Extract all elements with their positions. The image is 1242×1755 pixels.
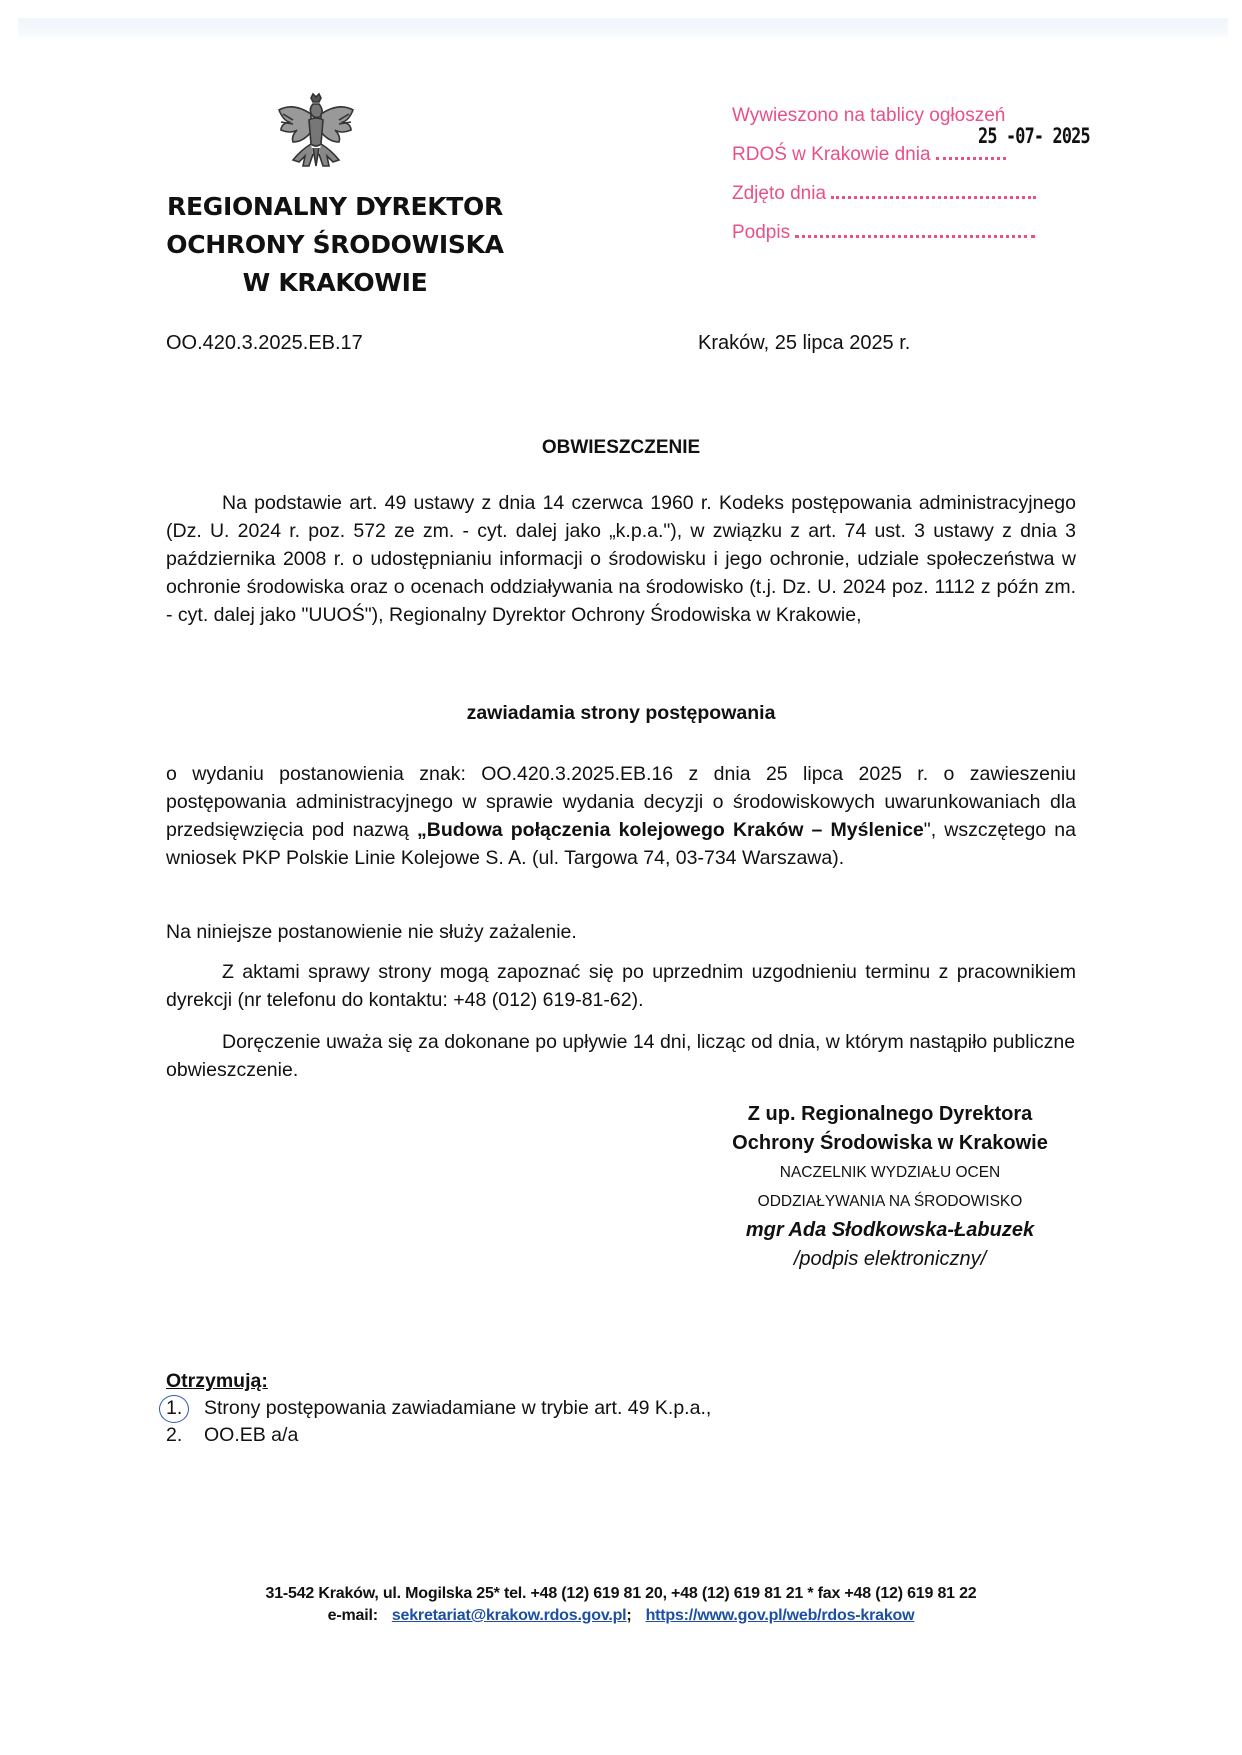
notice-heading: zawiadamia strony postępowania <box>466 702 776 724</box>
stamp-dotted-line <box>795 221 1035 238</box>
footer-contact <box>0 1583 1242 1627</box>
paragraph-decision <box>166 760 1076 872</box>
list-item-text: OO.EB a/a <box>204 1424 299 1446</box>
stamp-line-signature-row <box>732 213 1036 252</box>
list-item-number <box>166 1395 204 1422</box>
stamp-posted-date: 25 -07- 2025 <box>978 124 1090 148</box>
paragraph-legal-basis <box>166 489 1076 629</box>
posting-stamp <box>732 96 1036 252</box>
list-item-text: Strony postępowania zawiadamiane w trybie art. 49 K.p.a., <box>204 1397 712 1419</box>
paragraph-no-appeal <box>166 918 1076 946</box>
reference-number: OO.420.3.2025.EB.17 <box>166 332 363 354</box>
footer-links <box>0 1605 1242 1627</box>
paragraph-text-start: o wydaniu postanowienia znak: OO.420.3.2025.EB.16 z dnia 25 lipca 2025 r. o zawieszeniu postępowania administracyjnego w sprawie wydania decyzji o środowiskowych uwarunkowaniach dla przedsięwzięcia pod nazwą <box>166 763 1076 841</box>
paragraph-files <box>166 958 1076 1014</box>
stamp-line-date: RDOŚ w Krakowie dnia <box>732 144 931 165</box>
email-link[interactable]: sekretariat@krakow.rdos.gov.pl <box>391 1607 627 1624</box>
signature-note: /podpis elektroniczny/ <box>793 1248 987 1270</box>
paragraph-text <box>166 760 1076 872</box>
stamp-line-removed-row <box>732 174 1036 213</box>
signature-line: Ochrony Środowiska w Krakowie <box>732 1132 1048 1154</box>
paragraph-text: Na niniejsze postanowienie nie służy zażalenie. <box>166 921 577 943</box>
scan-artifact-band <box>18 18 1228 40</box>
signature-block <box>690 1100 1090 1274</box>
paragraph-text: Doręczenie uważa się za dokonane po upływie 14 dni, licząc od dnia, w którym nastąpiło publiczne obwieszczenie. <box>166 1031 1076 1081</box>
stamp-dotted-line <box>831 182 1036 199</box>
org-line: W KRAKOWIE <box>242 268 428 297</box>
recipients-heading: Otrzymują: <box>166 1370 268 1392</box>
recipients-list <box>166 1368 711 1449</box>
document-title: OBWIESZCZENIE <box>541 437 701 458</box>
handwritten-circle-mark <box>159 1395 189 1423</box>
signature-position: ODDZIAŁYWANIA NA ŚRODOWISKO <box>757 1193 1023 1210</box>
paragraph-delivery <box>166 1028 1076 1084</box>
list-item <box>166 1422 711 1449</box>
signatory-name: mgr Ada Słodkowska-Łabuzek <box>745 1219 1035 1241</box>
stamp-line-removed: Zdjęto dnia <box>732 183 827 204</box>
list-item-number: 2. <box>166 1424 183 1446</box>
organization-name <box>165 188 505 302</box>
org-line: REGIONALNY DYREKTOR <box>167 192 503 221</box>
signature-line: Z up. Regionalnego Dyrektora <box>747 1103 1033 1125</box>
list-item <box>166 1395 711 1422</box>
separator: ; <box>626 1607 632 1624</box>
paragraph-text: Z aktami sprawy strony mogą zapoznać się po uprzednim uzgodnieniu terminu z pracownikiem dyrekcji (nr telefonu do kontaktu: +48 (012) 619-81-62). <box>166 961 1076 1011</box>
polish-eagle-emblem-icon <box>275 92 357 178</box>
footer-address: 31-542 Kraków, ul. Mogilska 25* tel. +48 (12) 619 81 20, +48 (12) 619 81 21 * fax +48 (12) 619 81 22 <box>265 1585 977 1602</box>
paragraph-text-end: ", wszczętego na wniosek PKP Polskie Linie Kolejowe S. A. (ul. Targowa 74, 03-734 Warszawa). <box>166 819 1076 869</box>
place-date: Kraków, 25 lipca 2025 r. <box>698 332 911 354</box>
signature-position: NACZELNIK WYDZIAŁU OCEN <box>779 1164 1001 1181</box>
stamp-line-posted: Wywieszono na tablicy ogłoszeń <box>732 105 1006 126</box>
project-name: „Budowa połączenia kolejowego Kraków – Myślenice <box>417 819 924 841</box>
list-item-number-text: 1. <box>166 1397 183 1419</box>
stamp-line-signature: Podpis <box>732 222 791 243</box>
website-link[interactable]: https://www.gov.pl/web/rdos-krakow <box>645 1607 915 1624</box>
email-label: e-mail: <box>327 1607 378 1624</box>
paragraph-text: Na podstawie art. 49 ustawy z dnia 14 czerwca 1960 r. Kodeks postępowania administracyjnego (Dz. U. 2024 r. poz. 572 ze zm. - cyt. dalej jako „k.p.a."), w związku z art. 74 ust. 3 ustawy z dnia 3 października 2008 r. o udostępnianiu informacji o środowisku i jego ochronie, udziale społeczeństwa w ochronie środowiska oraz o ocenach oddziaływania na środowisko (t.j. Dz. U. 2024 poz. 1112 z późn zm. - cyt. dalej jako "UUOŚ"), Regionalny Dyrektor Ochrony Środowiska w Krakowie, <box>166 492 1076 626</box>
org-line: OCHRONY ŚRODOWISKA <box>166 230 504 259</box>
